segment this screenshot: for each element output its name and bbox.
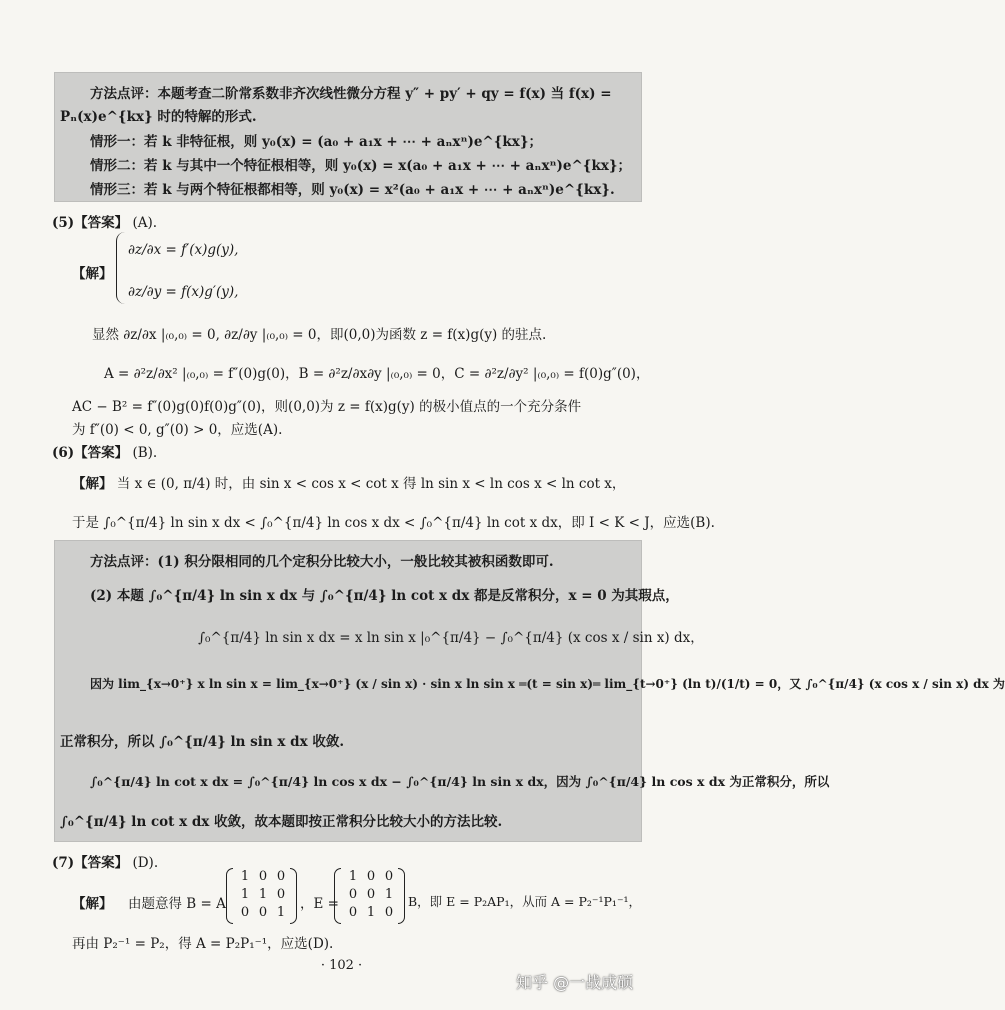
q6-answer-value: (B). — [132, 445, 158, 461]
q7-line1-mid: ，E = — [300, 896, 339, 912]
matrix-b-cell: 0 — [258, 869, 268, 884]
q6-line1: 当 x ∈ (0, π/4) 时，由 sin x < cos x < cot x 得 ln sin x < ln cos x < ln cot x， — [116, 476, 626, 492]
q5-line4: A = ∂²z/∂x² |₍₀,₀₎ = f″(0)g(0)，B = ∂²z/∂x∂y |₍₀,₀₎ = 0，C = ∂²z/∂y² |₍₀,₀₎ = f(0)g″(0)， — [104, 366, 650, 382]
matrix-e-cell: 0 — [384, 869, 394, 884]
q7-line2: 再由 P₂⁻¹ = P₂，得 A = P₂P₁⁻¹，应选(D). — [72, 936, 334, 952]
q7-line1-post: B，即 E = P₂AP₁，从而 A = P₂⁻¹P₁⁻¹， — [408, 894, 642, 909]
matrix-b-right-bracket — [290, 868, 297, 924]
q5-line5: AC − B² = f″(0)g(0)f(0)g″(0)，则(0,0)为 z = f(x)g(y) 的极小值点的一个充分条件 — [72, 399, 582, 415]
matrix-b-cell: 1 — [276, 905, 286, 920]
matrix-b-left-bracket — [226, 868, 233, 924]
q7-solution-label: 【解】 — [72, 896, 113, 912]
matrix-b-row — [236, 868, 290, 886]
equation-system-brace — [116, 232, 125, 304]
box1-line1: 方法点评：本题考查二阶常系数非齐次线性微分方程 y″ + py′ + qy = f(x) 当 f(x) = — [90, 86, 612, 102]
q7-answer-label: (7)【答案】 — [52, 855, 129, 871]
matrix-e-row — [344, 904, 398, 922]
box2-line3: ∫₀^{π/4} ln sin x dx = x ln sin x |₀^{π/4} − ∫₀^{π/4} (x cos x / sin x) dx， — [198, 630, 704, 646]
matrix-e-row — [344, 868, 398, 886]
zhihu-watermark: 知乎 @一战成硕 — [516, 973, 634, 992]
box1-case3: 情形三：若 k 与两个特征根都相等，则 y₀(x) = x²(a₀ + a₁x + ⋯ + aₙxⁿ)e^{kx}. — [90, 182, 615, 198]
q6-answer — [52, 441, 157, 461]
matrix-e-cell: 1 — [348, 869, 358, 884]
matrix-e — [344, 868, 398, 922]
q5-system-eq1: ∂z/∂x = f′(x)g(y), — [128, 242, 239, 258]
matrix-e-left-bracket — [334, 868, 341, 924]
q6-line2: 于是 ∫₀^{π/4} ln sin x dx < ∫₀^{π/4} ln cos x dx < ∫₀^{π/4} ln cot x dx，即 I < K < J，应选(B). — [72, 515, 715, 531]
box2-line1: 方法点评：(1) 积分限相同的几个定积分比较大小，一般比较其被积函数即可. — [90, 554, 554, 570]
q5-line6: 为 f″(0) < 0, g″(0) > 0，应选(A). — [72, 422, 283, 438]
matrix-b — [236, 868, 290, 922]
q6-line1-wrap — [72, 472, 625, 492]
q7-answer-value: (D). — [132, 855, 159, 871]
box2-line6: ∫₀^{π/4} ln cot x dx = ∫₀^{π/4} ln cos x dx − ∫₀^{π/4} ln sin x dx，因为 ∫₀^{π/4} ln cos x dx 为正常积分，所以 — [90, 774, 830, 789]
q5-solution-label: 【解】 — [72, 266, 113, 282]
matrix-e-cell: 1 — [366, 905, 376, 920]
matrix-b-cell: 0 — [276, 869, 286, 884]
q5-system-eq2: ∂z/∂y = f(x)g′(y), — [128, 284, 239, 300]
q6-solution-label: 【解】 — [72, 476, 113, 492]
matrix-b-cell: 1 — [240, 887, 250, 902]
box2-line7: ∫₀^{π/4} ln cot x dx 收敛，故本题即按正常积分比较大小的方法比较. — [60, 814, 503, 830]
box1-line2: Pₙ(x)e^{kx} 时的特解的形式. — [60, 109, 257, 125]
q5-answer-label: (5)【答案】 — [52, 215, 129, 231]
matrix-b-cell: 0 — [240, 905, 250, 920]
box1-case2: 情形二：若 k 与其中一个特征根相等，则 y₀(x) = x(a₀ + a₁x + ⋯ + aₙxⁿ)e^{kx}； — [90, 158, 632, 174]
matrix-b-cell: 1 — [240, 869, 250, 884]
box2-line4: 因为 lim_{x→0⁺} x ln sin x = lim_{x→0⁺} (x / sin x) · sin x ln sin x ═(t = sin x)═ lim_{t→0⁺} (ln t)/(1/t) = 0，又 ∫₀^{π/4} (x cos x / sin x) dx 为 — [90, 677, 1005, 691]
box1-case1: 情形一：若 k 非特征根，则 y₀(x) = (a₀ + a₁x + ⋯ + aₙxⁿ)e^{kx}； — [90, 134, 542, 150]
box2-line5: 正常积分，所以 ∫₀^{π/4} ln sin x dx 收敛. — [60, 734, 345, 750]
matrix-e-cell: 0 — [384, 905, 394, 920]
q5-answer-value: (A). — [132, 215, 158, 231]
matrix-e-cell: 1 — [384, 887, 394, 902]
matrix-e-row — [344, 886, 398, 904]
matrix-b-row — [236, 886, 290, 904]
q6-answer-label: (6)【答案】 — [52, 445, 129, 461]
matrix-e-cell: 0 — [348, 887, 358, 902]
matrix-e-cell: 0 — [366, 887, 376, 902]
q5-answer — [52, 211, 157, 231]
q7-answer — [52, 851, 158, 871]
matrix-e-cell: 0 — [366, 869, 376, 884]
matrix-b-cell: 1 — [258, 887, 268, 902]
q5-line3: 显然 ∂z/∂x |₍₀,₀₎ = 0, ∂z/∂y |₍₀,₀₎ = 0，即(0,0)为函数 z = f(x)g(y) 的驻点. — [92, 327, 547, 343]
page-number: · 102 · — [320, 958, 363, 973]
matrix-e-cell: 0 — [348, 905, 358, 920]
matrix-b-cell: 0 — [276, 887, 286, 902]
q7-line1-pre: 由题意得 B = A — [128, 896, 226, 912]
box2-line2: (2) 本题 ∫₀^{π/4} ln sin x dx 与 ∫₀^{π/4} ln cot x dx 都是反常积分，x = 0 为其瑕点， — [90, 588, 679, 604]
matrix-b-cell: 0 — [258, 905, 268, 920]
matrix-b-row — [236, 904, 290, 922]
matrix-e-right-bracket — [398, 868, 405, 924]
